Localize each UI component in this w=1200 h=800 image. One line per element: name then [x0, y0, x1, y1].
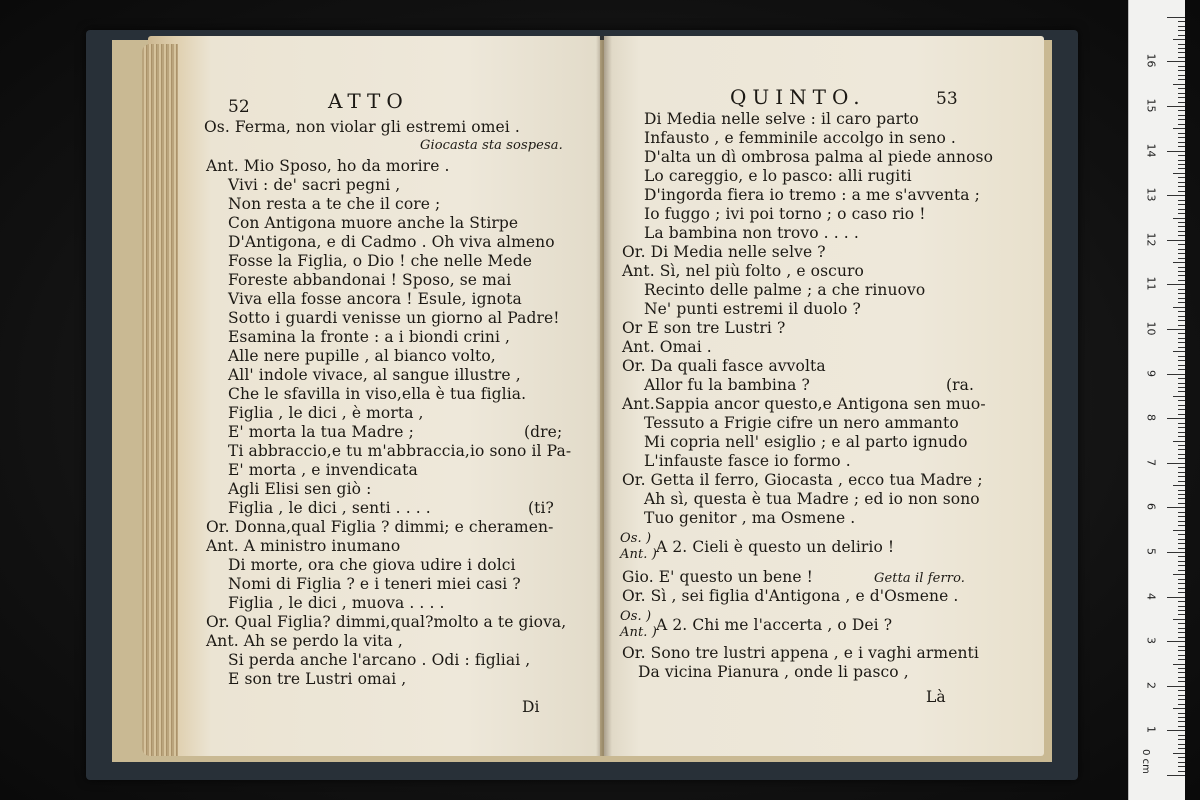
ruler-tick	[1178, 333, 1185, 334]
ruler-tick	[1173, 128, 1185, 129]
page-number: 53	[936, 89, 958, 109]
ruler-tick	[1178, 316, 1185, 317]
text-line: Ti abbraccio,e tu m'abbraccia,io sono il Pa-	[228, 442, 572, 460]
text-line: Agli Elisi sen giò :	[228, 480, 372, 498]
ruler-tick	[1178, 97, 1185, 98]
ruler-tick	[1178, 672, 1185, 673]
ruler-tick	[1178, 699, 1185, 700]
ruler-unit-label: 0 cm	[1139, 749, 1151, 774]
ruler-tick	[1178, 204, 1185, 205]
ruler-tick	[1178, 614, 1185, 615]
ruler-tick	[1173, 441, 1185, 442]
ruler-number: 14	[1144, 143, 1158, 158]
ruler-tick	[1178, 588, 1185, 589]
ruler-tick	[1178, 556, 1185, 557]
ruler-tick	[1178, 244, 1185, 245]
ruler-tick	[1178, 186, 1185, 187]
text-line: Con Antigona muore anche la Stirpe	[228, 214, 519, 232]
ruler-tick	[1178, 579, 1185, 580]
ruler-tick	[1178, 342, 1185, 343]
ruler-tick	[1178, 423, 1185, 424]
text-line: Mi copria nell' esiglio ; e al parto ignudo	[644, 433, 968, 451]
ruler-tick	[1178, 543, 1185, 544]
text-line: Nomi di Figlia ? e i teneri miei casi ?	[228, 575, 521, 593]
ruler-tick	[1178, 472, 1185, 473]
text-line: Da vicina Pianura , onde li pasco ,	[638, 663, 909, 681]
ruler-tick	[1167, 284, 1185, 285]
ruler-tick	[1178, 601, 1185, 602]
ruler-tick	[1178, 726, 1185, 727]
ruler-tick	[1178, 668, 1185, 669]
ruler-tick	[1178, 66, 1185, 67]
ruler-tick	[1178, 512, 1185, 513]
ruler-tick	[1173, 307, 1185, 308]
ruler-tick	[1178, 30, 1185, 31]
ruler-tick	[1178, 191, 1185, 192]
ruler-tick	[1178, 383, 1185, 384]
text-line: Or. Da quali fasce avvolta	[622, 357, 826, 375]
text-line: L'infauste fasce io formo .	[644, 452, 851, 470]
text-line: Figlia , le dici , muova . . . .	[228, 594, 445, 612]
text-line: E' morta la tua Madre ;	[228, 423, 414, 441]
ruler-tick	[1178, 177, 1185, 178]
ruler-number: 2	[1144, 681, 1158, 689]
ruler-tick	[1178, 539, 1185, 540]
text-line: Os. Ferma, non violar gli estremi omei .	[204, 118, 520, 136]
ruler-tick	[1178, 637, 1185, 638]
ruler-tick	[1167, 151, 1185, 152]
ruler-tick	[1178, 735, 1185, 736]
page-edges	[142, 44, 178, 756]
ruler-tick	[1178, 311, 1185, 312]
ruler-tick	[1167, 195, 1185, 196]
ruler-tick	[1173, 708, 1185, 709]
ruler-tick	[1173, 619, 1185, 620]
ruler-tick	[1167, 418, 1185, 419]
ruler-tick	[1178, 289, 1185, 290]
text-line: Infausto , e femminile accolgo in seno .	[644, 129, 956, 147]
turnover-fragment: (ra.	[946, 376, 975, 394]
ruler-tick	[1178, 133, 1185, 134]
ruler-tick	[1178, 548, 1185, 549]
ruler-tick	[1167, 597, 1185, 598]
text-line: La bambina non trovo . . . .	[644, 224, 859, 242]
text-line: Ah sì, questa è tua Madre ; ed io non sono	[644, 490, 980, 508]
ruler-tick	[1178, 298, 1185, 299]
ruler-tick	[1178, 476, 1185, 477]
ruler-tick	[1178, 387, 1185, 388]
book-gutter	[596, 36, 612, 756]
ruler-tick	[1178, 467, 1185, 468]
ruler-tick	[1167, 329, 1185, 330]
ruler-tick	[1173, 84, 1185, 85]
ruler-tick	[1178, 75, 1185, 76]
ruler-tick	[1178, 677, 1185, 678]
ruler-tick	[1167, 61, 1185, 62]
ruler-tick	[1178, 142, 1185, 143]
ruler-tick	[1167, 240, 1185, 241]
text-line: Alle nere pupille , al bianco volto,	[228, 347, 496, 365]
text-line: Tuo genitor , ma Osmene .	[644, 509, 856, 527]
ruler-tick	[1167, 106, 1185, 107]
ruler-tick	[1178, 160, 1185, 161]
ruler-tick	[1178, 57, 1185, 58]
text-line: D'ingorda fiera io tremo : a me s'avventa ;	[644, 186, 980, 204]
text-line: E' morta , e invendicata	[228, 461, 418, 479]
ruler-tick	[1178, 503, 1185, 504]
ruler-tick	[1178, 275, 1185, 276]
ruler-tick	[1178, 771, 1185, 772]
ruler-tick	[1178, 449, 1185, 450]
text-line: Di Media nelle selve : il caro parto	[644, 110, 919, 128]
ruler-tick	[1178, 565, 1185, 566]
ruler-tick	[1178, 391, 1185, 392]
ruler-number: 11	[1144, 276, 1158, 291]
ruler-tick	[1178, 124, 1185, 125]
ruler-tick	[1178, 721, 1185, 722]
ruler-tick	[1178, 280, 1185, 281]
ruler-number: 9	[1144, 369, 1158, 377]
ruler-tick	[1178, 427, 1185, 428]
text-line: Io fuggo ; ivi poi torno ; o caso rio !	[644, 205, 926, 223]
ruler-tick	[1167, 641, 1185, 642]
ruler-tick	[1178, 516, 1185, 517]
ruler-tick	[1178, 356, 1185, 357]
ruler-tick	[1178, 119, 1185, 120]
ruler-tick	[1173, 485, 1185, 486]
running-head: QUINTO.	[730, 85, 866, 109]
running-head: ATTO	[328, 89, 409, 113]
ruler-tick	[1178, 458, 1185, 459]
ruler-tick	[1178, 115, 1185, 116]
text-line: Ne' punti estremi il duolo ?	[644, 300, 861, 318]
ruler-tick	[1178, 561, 1185, 562]
ruler-tick	[1178, 445, 1185, 446]
ruler-tick	[1178, 414, 1185, 415]
speaker-bracket: Os. )	[620, 531, 652, 546]
ruler-tick	[1178, 267, 1185, 268]
ruler-tick	[1178, 347, 1185, 348]
ruler-tick	[1178, 655, 1185, 656]
text-line: Non resta a te che il core ;	[228, 195, 441, 213]
ruler-tick	[1178, 525, 1185, 526]
text-line: Si perda anche l'arcano . Odi : figliai ,	[228, 651, 531, 669]
ruler-number: 15	[1144, 98, 1158, 113]
ruler-tick	[1178, 610, 1185, 611]
ruler-tick	[1178, 681, 1185, 682]
ruler-tick	[1178, 623, 1185, 624]
ruler-tick	[1178, 717, 1185, 718]
text-line: Or E son tre Lustri ?	[622, 319, 786, 337]
ruler-tick	[1178, 659, 1185, 660]
ruler-tick	[1178, 325, 1185, 326]
ruler-number: 7	[1144, 458, 1158, 466]
ruler-tick	[1178, 168, 1185, 169]
ruler-tick	[1178, 766, 1185, 767]
ruler-tick	[1178, 369, 1185, 370]
ruler-tick	[1178, 293, 1185, 294]
ruler-tick	[1178, 534, 1185, 535]
ruler-tick	[1178, 209, 1185, 210]
ruler-number: 4	[1144, 592, 1158, 600]
catchword: Di	[522, 698, 540, 716]
text-line: Figlia , le dici , senti . . . .	[228, 499, 431, 517]
ruler-tick	[1178, 226, 1185, 227]
text-line: Allor fu la bambina ?	[644, 376, 810, 394]
ruler-tick	[1178, 570, 1185, 571]
ruler-tick	[1173, 530, 1185, 531]
ruler-tick	[1178, 258, 1185, 259]
turnover-fragment: (dre;	[524, 423, 563, 441]
speaker-bracket: Ant. )	[620, 547, 657, 562]
stage-direction: Getta il ferro.	[874, 571, 966, 586]
ruler-tick	[1178, 454, 1185, 455]
text-line: All' indole vivace, al sangue illustre ,	[228, 366, 521, 384]
text-line: Or. Sono tre lustri appena , e i vaghi armenti	[622, 644, 979, 662]
text-line: Ant. A ministro inumano	[206, 537, 401, 555]
ruler-number: 3	[1144, 637, 1158, 645]
text-line: D'Antigona, e di Cadmo . Oh viva almeno	[228, 233, 555, 251]
ruler-tick	[1178, 164, 1185, 165]
ruler-tick	[1173, 39, 1185, 40]
ruler-tick	[1178, 494, 1185, 495]
ruler-tick	[1178, 70, 1185, 71]
ruler-tick	[1178, 155, 1185, 156]
text-line: Or. Donna,qual Figlia ? dimmi; e cheramen-	[206, 518, 554, 536]
text-line: Ant. Ah se perdo la vita ,	[206, 632, 403, 650]
ruler-tick	[1173, 396, 1185, 397]
ruler-tick	[1178, 253, 1185, 254]
ruler-tick	[1178, 481, 1185, 482]
catchword: Là	[926, 688, 946, 706]
text-line: Fosse la Figlia, o Dio ! che nelle Mede	[228, 252, 533, 270]
text-line: Che le sfavilla in viso,ella è tua figlia.	[228, 385, 527, 403]
ruler-tick	[1178, 695, 1185, 696]
ruler-tick	[1173, 351, 1185, 352]
page-number: 52	[228, 97, 250, 117]
left-page	[148, 36, 600, 756]
ruler-tick	[1178, 405, 1185, 406]
text-line: Figlia , le dici , è morta ,	[228, 404, 424, 422]
ruler-tick	[1178, 400, 1185, 401]
text-line: Gio. E' questo un bene !	[622, 568, 813, 586]
ruler-tick	[1178, 320, 1185, 321]
ruler-tick	[1178, 110, 1185, 111]
text-line: Or. Getta il ferro, Giocasta , ecco tua Madre ;	[622, 471, 983, 489]
ruler-tick	[1178, 137, 1185, 138]
ruler-tick	[1178, 360, 1185, 361]
ruler-tick	[1178, 762, 1185, 763]
text-line: D'alta un dì ombrosa palma al piede annoso	[644, 148, 994, 166]
text-line: Or. Qual Figlia? dimmi,qual?molto a te giova,	[206, 613, 567, 631]
ruler-tick	[1173, 753, 1185, 754]
ruler-tick	[1178, 606, 1185, 607]
ruler-tick	[1173, 574, 1185, 575]
ruler-tick	[1167, 686, 1185, 687]
ruler-number: 6	[1144, 503, 1158, 511]
ruler-tick	[1178, 182, 1185, 183]
text-line: Esamina la fronte : a i biondi crini ,	[228, 328, 511, 346]
ruler-tick	[1173, 664, 1185, 665]
ruler-number: 10	[1144, 321, 1158, 336]
ruler-tick	[1178, 632, 1185, 633]
ruler-tick	[1178, 52, 1185, 53]
ruler-tick	[1178, 646, 1185, 647]
ruler-tick	[1173, 218, 1185, 219]
scale-ruler	[1128, 0, 1185, 800]
text-line: E son tre Lustri omai ,	[228, 670, 407, 688]
ruler-tick	[1178, 583, 1185, 584]
ruler-tick	[1178, 748, 1185, 749]
ruler-number: 13	[1144, 187, 1158, 202]
ruler-tick	[1178, 35, 1185, 36]
ruler-tick	[1178, 44, 1185, 45]
ruler-tick	[1178, 409, 1185, 410]
ruler-tick	[1178, 739, 1185, 740]
ruler-tick	[1167, 730, 1185, 731]
ruler-tick	[1178, 432, 1185, 433]
text-line: Viva ella fosse ancora ! Esule, ignota	[228, 290, 522, 308]
ruler-tick	[1178, 757, 1185, 758]
ruler-tick	[1173, 173, 1185, 174]
ruler-tick	[1178, 690, 1185, 691]
text-line: Foreste abbandonai ! Sposo, se mai	[228, 271, 512, 289]
text-line: Lo careggio, e lo pasco: alli rugiti	[644, 167, 912, 185]
text-line: Vivi : de' sacri pegni ,	[228, 176, 401, 194]
ruler-tick	[1173, 262, 1185, 263]
ruler-tick	[1178, 200, 1185, 201]
text-line: Sotto i guardi venisse un giorno al Padre!	[228, 309, 560, 327]
text-line: Ant. Sì, nel più folto , e oscuro	[622, 262, 864, 280]
ruler-number: 5	[1144, 548, 1158, 555]
ruler-tick	[1178, 48, 1185, 49]
ruler-tick	[1178, 93, 1185, 94]
text-line: Ant. Mio Sposo, ho da morire .	[206, 157, 450, 175]
ruler-tick	[1178, 102, 1185, 103]
ruler-tick	[1167, 463, 1185, 464]
ruler-number: 16	[1144, 53, 1158, 68]
text-line: Ant. Omai .	[622, 338, 712, 356]
ruler-number: 8	[1144, 414, 1158, 422]
ruler-tick	[1178, 235, 1185, 236]
ruler-tick	[1167, 374, 1185, 375]
text-line: A 2. Chi me l'accerta , o Dei ?	[656, 616, 893, 634]
ruler-number: 12	[1144, 232, 1158, 247]
ruler-tick	[1178, 338, 1185, 339]
ruler-tick	[1178, 704, 1185, 705]
ruler-tick	[1178, 650, 1185, 651]
ruler-tick	[1167, 775, 1185, 776]
ruler-tick	[1178, 222, 1185, 223]
ruler-tick	[1178, 490, 1185, 491]
speaker-bracket: Ant. )	[620, 625, 657, 640]
ruler-tick	[1178, 21, 1185, 22]
ruler-tick	[1178, 365, 1185, 366]
ruler-tick	[1178, 436, 1185, 437]
ruler-tick	[1178, 271, 1185, 272]
text-line: Ant.Sappia ancor questo,e Antigona sen muo-	[622, 395, 986, 413]
ruler-number: 1	[1144, 726, 1158, 734]
text-line: Di morte, ora che giova udire i dolci	[228, 556, 516, 574]
speaker-bracket: Os. )	[620, 609, 652, 624]
text-line: Recinto delle palme ; a che rinuovo	[644, 281, 926, 299]
ruler-tick	[1178, 302, 1185, 303]
ruler-tick	[1178, 628, 1185, 629]
ruler-tick	[1178, 146, 1185, 147]
ruler-tick	[1167, 552, 1185, 553]
ruler-tick	[1178, 744, 1185, 745]
ruler-tick	[1178, 521, 1185, 522]
turnover-fragment: (ti?	[528, 499, 554, 517]
right-page	[604, 36, 1044, 756]
text-line: A 2. Cieli è questo un delirio !	[656, 538, 895, 556]
ruler-tick	[1178, 592, 1185, 593]
stage-direction: Giocasta sta sospesa.	[420, 138, 563, 153]
ruler-tick	[1167, 17, 1185, 18]
ruler-tick	[1178, 213, 1185, 214]
ruler-tick	[1178, 713, 1185, 714]
ruler-tick	[1178, 498, 1185, 499]
ruler-tick	[1178, 378, 1185, 379]
ruler-tick	[1178, 231, 1185, 232]
ruler-tick	[1178, 88, 1185, 89]
text-line: Or. Di Media nelle selve ?	[622, 243, 826, 261]
ruler-tick	[1167, 507, 1185, 508]
text-line: Or. Sì , sei figlia d'Antigona , e d'Osmene .	[622, 587, 959, 605]
text-line: Tessuto a Frigie cifre un nero ammanto	[644, 414, 959, 432]
ruler-tick	[1178, 26, 1185, 27]
ruler-tick	[1178, 79, 1185, 80]
ruler-tick	[1178, 249, 1185, 250]
